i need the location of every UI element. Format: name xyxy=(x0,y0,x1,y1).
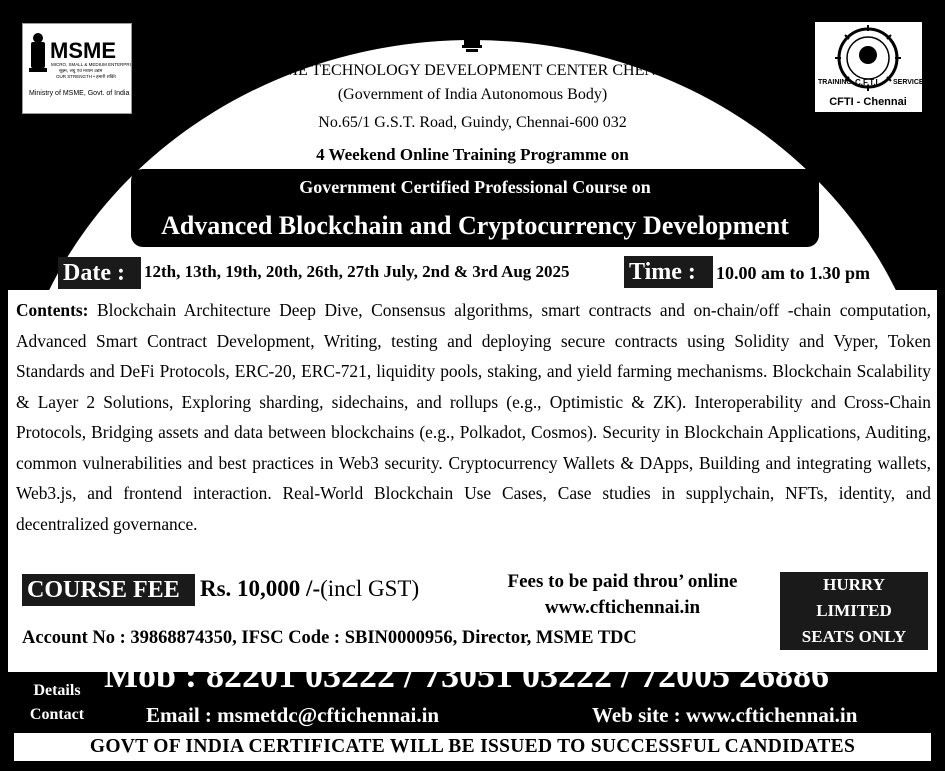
time-value: 10.00 am to 1.30 pm xyxy=(716,263,870,283)
course-title-banner xyxy=(131,169,819,247)
email-contact: Email : msmetdc@cftichennai.in xyxy=(146,703,440,727)
programme-line: 4 Weekend Online Training Programme on xyxy=(316,145,629,164)
org-name: MSME TECHNOLOGY DEVELOPMENT CENTER CHENNAI xyxy=(260,62,685,79)
org-subtitle: (Government of India Autonomous Body) xyxy=(337,86,608,103)
svg-text:TRAINING: TRAINING xyxy=(818,79,852,86)
fee-amount: Rs. 10,000 /- xyxy=(200,576,321,601)
svg-text:OUR STRENGTH • हमारी शक्ति: OUR STRENGTH • हमारी शक्ति xyxy=(56,74,116,79)
course-fee-label: COURSE FEE : xyxy=(22,574,195,606)
fee-gst: (incl GST) xyxy=(320,576,420,601)
course-title-line2: Advanced Blockchain and Cryptocurrency Development xyxy=(161,211,789,240)
svg-text:C.F.T.I.: C.F.T.I. xyxy=(855,78,880,87)
certificate-footer: GOVT OF INDIA CERTIFICATE WILL BE ISSUED TO SUCCESSFUL CANDIDATES xyxy=(14,733,931,761)
website-contact: Web site : www.cftichennai.in xyxy=(592,703,858,727)
cfti-logo xyxy=(815,22,922,112)
hurry-line1: HURRY xyxy=(823,575,885,594)
svg-text:MICRO, SMALL & MEDIUM ENTERPRI: MICRO, SMALL & MEDIUM ENTERPRISES xyxy=(51,62,131,67)
svg-text:Ministry of MSME, Govt. of Ind: Ministry of MSME, Govt. of India xyxy=(29,90,130,97)
msme-logo xyxy=(22,23,132,114)
svg-text:CFTI - Chennai: CFTI - Chennai xyxy=(829,96,907,108)
hurry-line2: LIMITED xyxy=(816,601,892,620)
msme-emblem-icon xyxy=(23,24,131,113)
contents-text: Blockchain Architecture Deep Dive, Consensus algorithms, smart contracts and on-chain/off -chain computation, Advanced Smart Contract Development, Writing, testing and deploying secure contracts using Solidity and Vyper, Token Standards and DeFi Protocols, ERC-20, ERC-721, liquidity pools, staking, and yield farming mechanisms. Blockchain Scalability & Layer 2 Solutions, Exploring sharding, sidechains, and rollups (e.g., Optimistic & ZK). Interoperability and Cross-Chain Protocols, Bridging assets and data between blockchains (e.g., Polkadot, Cosmos). Security in Blockchain Applications, Auditing, common vulnerabilities and best practices in Web3 security. Cryptocurrency Wallets & DApps, Building and integrating wallets, Web3.js, and frontend interaction. Real-World Blockchain Use Cases, Case studies in supplychain, NFTs, identity, and decentralized governance. xyxy=(16,300,931,534)
mobile-numbers: Mob : 82201 03222 / 73051 03222 / 72005 26886 xyxy=(104,655,829,695)
hurry-line3: SEATS ONLY xyxy=(801,627,907,646)
svg-text:MSME: MSME xyxy=(50,38,116,63)
address: No.65/1 G.S.T. Road, Guindy, Chennai-600 032 xyxy=(318,114,627,131)
time-label: Time : xyxy=(624,256,713,288)
contact-side-label xyxy=(14,655,100,727)
payment-website: www.cftichennai.in xyxy=(544,597,701,618)
cfti-seal-icon xyxy=(815,22,922,112)
course-contents xyxy=(16,295,931,539)
date-label: Date : xyxy=(58,257,141,289)
contents-label: Contents: xyxy=(16,300,89,320)
course-fee-value xyxy=(200,576,419,602)
hurry-badge xyxy=(780,572,928,650)
emblem-icon xyxy=(458,24,486,56)
contact-side-line1: For xyxy=(44,658,70,675)
svg-text:सूक्ष्म, लघु एवं मध्यम उद्यम: सूक्ष्म, लघु एवं मध्यम उद्यम xyxy=(59,69,103,74)
contact-side-line3: Contact xyxy=(29,706,85,723)
bank-account-details: Account No : 39868874350, IFSC Code : SBIN0000956, Director, MSME TDC xyxy=(22,628,637,648)
course-title-line1: Government Certified Professional Course on xyxy=(299,177,651,197)
payment-note: Fees to be paid throu’ online xyxy=(507,571,738,592)
date-value: 12th, 13th, 19th, 20th, 26th, 27th July, 2nd & 3rd Aug 2025 xyxy=(144,262,570,281)
svg-text:SERVICE: SERVICE xyxy=(893,79,922,86)
contact-side-line2: Details xyxy=(33,682,81,699)
